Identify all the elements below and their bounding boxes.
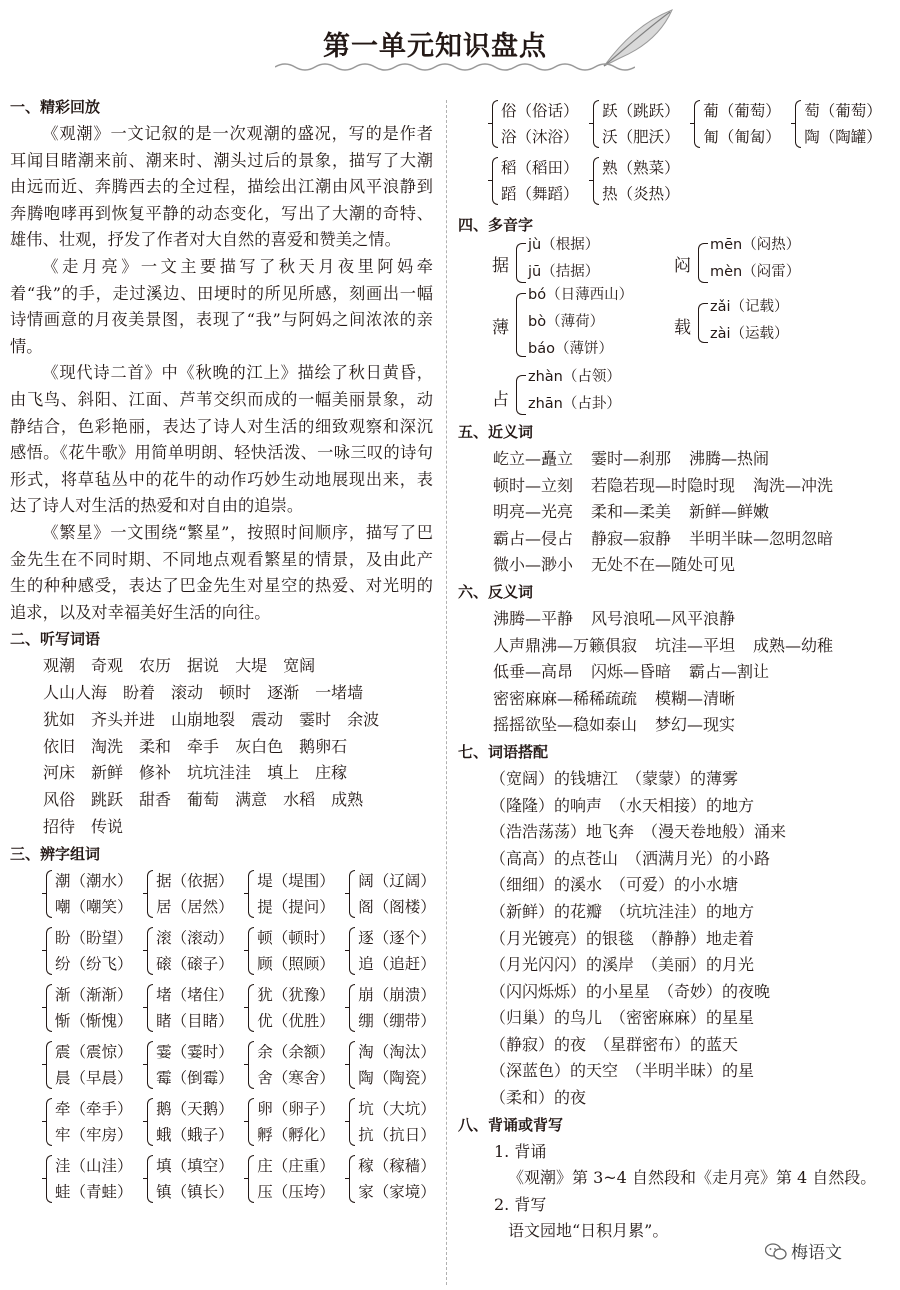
polyphone-reading: zhān（占卦） bbox=[528, 396, 621, 412]
word: 葡萄 bbox=[187, 790, 220, 810]
char-pair-top: 葡（葡萄） bbox=[703, 102, 781, 120]
word: 风俗 bbox=[43, 790, 76, 810]
char-pair bbox=[46, 1039, 142, 1091]
antonym-pair: 风号浪吼—风平浪静 bbox=[591, 608, 736, 628]
char-pair bbox=[349, 868, 445, 920]
char-pair-top: 熟（熟菜） bbox=[602, 159, 680, 177]
dictation-word-list bbox=[10, 653, 433, 841]
char-pair-bottom: 镇（镇长） bbox=[156, 1182, 234, 1201]
write-text: 语文园地“日积月累”。 bbox=[508, 1221, 669, 1241]
antonym-pair: 梦幻—现实 bbox=[655, 715, 736, 735]
synonym-pair: 霸占—侵占 bbox=[493, 528, 574, 548]
collocation-row: （静寂）的夜 （星群密布）的蓝天 bbox=[490, 1034, 739, 1054]
polyphone-char: 占 bbox=[492, 390, 509, 410]
polyphone-char: 闷 bbox=[674, 256, 691, 276]
char-pair bbox=[46, 982, 142, 1034]
char-pair-top: 逐（逐个） bbox=[358, 928, 436, 947]
char-pair-top: 渐（渐渐） bbox=[55, 985, 133, 1004]
brace-row bbox=[492, 155, 888, 212]
word: 震动 bbox=[251, 709, 284, 729]
synonym-pair: 无处不在—随处可见 bbox=[591, 555, 736, 575]
word: 跳跃 bbox=[91, 790, 124, 810]
synonym-row bbox=[458, 552, 888, 579]
watermark-text: 梅语文 bbox=[791, 1243, 842, 1263]
summary-paragraph: 《现代诗二首》中《秋晚的江上》描绘了秋日黄昏，由飞鸟、斜阳、江面、芦苇交织而成的一幅美丽景象，动静结合，色彩艳丽，表达了诗人对生活的细致观察和深沉感悟。《花牛歌》用简单明朗、轻快活泼、一咏三叹的诗句形式，将草毡丛中的花牛的动作巧妙生动地展现出来，表达了诗人对生活的热爱和对自由的追崇。 bbox=[10, 363, 433, 516]
section-heading-polyphones: 四、多音字 bbox=[458, 216, 534, 234]
word: 柔和 bbox=[139, 736, 172, 756]
char-pair-bottom: 嘲（嘲笑） bbox=[55, 897, 133, 916]
summary-paragraph: 《繁星》一文围绕“繁星”，按照时间顺序，描写了巴金先生在不同时期、不同地点观看繁星的情景，及由此产生的种种感受，表达了巴金先生对星空的热爱、对光明的追求，以及对幸福美好生活的向往。 bbox=[10, 522, 433, 622]
char-pair bbox=[248, 868, 344, 920]
antonym-pair: 坑洼—平坦 bbox=[655, 635, 736, 655]
word: 奇观 bbox=[91, 656, 124, 676]
brace-row bbox=[46, 1096, 436, 1153]
char-pair-bottom: 家（家境） bbox=[358, 1182, 436, 1201]
char-pair bbox=[349, 1096, 445, 1148]
synonym-pair: 淘洗—冲洗 bbox=[753, 475, 834, 495]
word: 成熟 bbox=[331, 790, 364, 810]
char-pair-top: 顿（顿时） bbox=[257, 928, 335, 947]
char-pair-bottom: 浴（沐浴） bbox=[501, 128, 579, 146]
char-pair-top: 跃（跳跃） bbox=[602, 102, 680, 120]
char-pair bbox=[248, 1153, 344, 1205]
synonym-pair: 顿时—立刻 bbox=[493, 475, 574, 495]
antonym-pair: 霸占—割让 bbox=[689, 662, 770, 682]
antonym-pair: 低垂—高昂 bbox=[493, 662, 574, 682]
word-row bbox=[43, 734, 433, 761]
page-title: 第一单元知识盘点 bbox=[323, 31, 547, 62]
char-pair-top: 潮（潮水） bbox=[55, 871, 133, 890]
char-pair-bottom: 居（居然） bbox=[156, 897, 234, 916]
synonym-pair: 微小—渺小 bbox=[493, 555, 574, 575]
word: 盼着 bbox=[123, 683, 156, 703]
char-pair-bottom: 睹（目睹） bbox=[156, 1011, 234, 1030]
char-pair bbox=[248, 1096, 344, 1148]
section-heading-dictation: 二、听写词语 bbox=[10, 630, 101, 649]
collocation-row: （柔和）的夜 bbox=[490, 1088, 587, 1108]
polyphone-reading: mèn（闷雷） bbox=[710, 264, 801, 280]
recite-text: 《观潮》第 3~4 自然段和《走月亮》第 4 自然段。 bbox=[508, 1168, 877, 1188]
collocation-row: （月光镀亮）的银毯 （静静）地走着 bbox=[490, 928, 755, 948]
summary-paragraph: 《观潮》一文记叙的是一次观潮的盛况，写的是作者耳闻目睹潮来前、潮来时、潮头过后的景象，描写了大潮由远而近、奔腾西去的全过程，描绘出江潮由风平浪静到奔腾咆哮再到恢复平静的动态变化，写出了大潮的奇特、雄伟、壮观，抒发了作者对大自然的喜爱和赞美之情。 bbox=[10, 124, 433, 250]
char-pair-top: 震（震惊） bbox=[55, 1042, 133, 1061]
brace-row bbox=[46, 982, 436, 1039]
polyphone-char: 载 bbox=[674, 318, 691, 338]
char-pair bbox=[46, 1153, 142, 1205]
collocation-row: （高高）的点苍山 （洒满月光）的小路 bbox=[490, 848, 771, 868]
char-pair-bottom: 阁（阁楼） bbox=[358, 897, 436, 916]
char-pair-top: 滚（滚动） bbox=[156, 928, 234, 947]
word: 依旧 bbox=[43, 736, 76, 756]
write-label: 2. 背写 bbox=[494, 1194, 547, 1214]
char-pair-top: 堤（堤围） bbox=[257, 871, 335, 890]
word: 淘洗 bbox=[91, 736, 124, 756]
word: 修补 bbox=[139, 763, 172, 783]
antonym-pair: 人声鼎沸—万籁俱寂 bbox=[493, 635, 638, 655]
char-pair bbox=[593, 155, 689, 207]
word: 霎时 bbox=[299, 709, 332, 729]
word: 据说 bbox=[187, 656, 220, 676]
word: 犹如 bbox=[43, 709, 76, 729]
collocation-row: （新鲜）的花瓣 （坑坑洼洼）的地方 bbox=[490, 901, 755, 921]
char-pair bbox=[248, 982, 344, 1034]
char-pair-bottom: 追（追赶） bbox=[358, 954, 436, 973]
word: 庄稼 bbox=[315, 763, 348, 783]
word: 余波 bbox=[347, 709, 380, 729]
char-pair bbox=[147, 982, 243, 1034]
char-pair-bottom: 优（优胜） bbox=[257, 1011, 335, 1030]
antonym-pair: 摇摇欲坠—稳如泰山 bbox=[493, 715, 638, 735]
word: 逐渐 bbox=[267, 683, 300, 703]
char-pair-top: 稻（稻田） bbox=[501, 159, 579, 177]
word: 牵手 bbox=[187, 736, 220, 756]
char-pair-top: 盼（盼望） bbox=[55, 928, 133, 947]
word: 填上 bbox=[267, 763, 300, 783]
word: 农历 bbox=[139, 656, 172, 676]
word: 招待 bbox=[43, 817, 76, 837]
synonym-pair: 沸腾—热闹 bbox=[689, 449, 770, 468]
antonym-row bbox=[458, 606, 888, 633]
word: 河床 bbox=[43, 763, 76, 783]
word: 顿时 bbox=[219, 683, 252, 703]
char-pair bbox=[147, 1153, 243, 1205]
polyphone-reading: zǎi（记载） bbox=[710, 299, 789, 315]
brace-row bbox=[46, 868, 436, 925]
antonym-pair: 闪烁—昏暗 bbox=[591, 662, 672, 682]
char-pair bbox=[349, 982, 445, 1034]
char-pair-bottom: 舍（寒舍） bbox=[257, 1068, 335, 1087]
word: 滚动 bbox=[171, 683, 204, 703]
char-pair-top: 牵（牵手） bbox=[55, 1099, 133, 1118]
synonym-pair: 柔和—柔美 bbox=[591, 502, 672, 522]
char-pair bbox=[147, 868, 243, 920]
left-column bbox=[10, 94, 436, 1210]
wechat-icon bbox=[765, 1243, 787, 1261]
synonym-pair: 半明半昧—忽明忽暗 bbox=[689, 528, 834, 548]
char-pair bbox=[147, 1096, 243, 1148]
char-pair bbox=[46, 1096, 142, 1148]
synonym-pair: 新鲜—鲜嫩 bbox=[689, 502, 770, 522]
char-pair bbox=[46, 925, 142, 977]
word: 观潮 bbox=[43, 656, 76, 676]
char-pair-top: 崩（崩溃） bbox=[358, 985, 436, 1004]
word: 大堤 bbox=[235, 656, 268, 676]
char-pair bbox=[147, 925, 243, 977]
antonym-pair: 成熟—幼稚 bbox=[753, 635, 834, 655]
char-pair-bottom: 霉（倒霉） bbox=[156, 1068, 234, 1087]
char-pair-top: 庄（庄重） bbox=[257, 1156, 335, 1175]
char-pair-bottom: 匍（匍匐） bbox=[703, 128, 781, 146]
char-pair-top: 稼（稼穑） bbox=[358, 1156, 436, 1175]
char-pair bbox=[248, 925, 344, 977]
synonym-pair: 静寂—寂静 bbox=[591, 528, 672, 548]
watermark bbox=[765, 1238, 842, 1263]
char-pair-top: 坑（大坑） bbox=[358, 1099, 436, 1118]
char-distinction-grid bbox=[10, 868, 436, 1210]
collocation-row: （月光闪闪）的溪岸 （美丽）的月光 bbox=[490, 955, 755, 975]
char-pair-bottom: 磙（磙子） bbox=[156, 954, 234, 973]
char-pair bbox=[349, 925, 445, 977]
word: 坑坑洼洼 bbox=[187, 763, 252, 783]
char-pair-bottom: 陶（陶罐） bbox=[804, 128, 882, 146]
char-pair-bottom: 孵（孵化） bbox=[257, 1125, 335, 1144]
char-pair-bottom: 牢（牢房） bbox=[55, 1125, 133, 1144]
polyphone-reading: zhàn（占领） bbox=[528, 369, 621, 385]
collocation-row: （归巢）的鸟儿 （密密麻麻）的星星 bbox=[490, 1008, 755, 1028]
polyphone-reading: zài（运载） bbox=[710, 326, 789, 342]
char-pair-top: 填（填空） bbox=[156, 1156, 234, 1175]
word: 新鲜 bbox=[91, 763, 124, 783]
synonym-row bbox=[458, 499, 888, 526]
polyphone-char: 薄 bbox=[492, 318, 509, 338]
polyphone-reading: bó（日薄西山） bbox=[528, 287, 634, 303]
collocation-row: （深蓝色）的天空 （半明半昧）的星 bbox=[490, 1061, 755, 1081]
antonym-pair: 模糊—清晰 bbox=[655, 688, 736, 708]
polyphone-reading: jū（拮据） bbox=[528, 264, 600, 280]
brace-row bbox=[46, 1153, 436, 1210]
char-pair-top: 据（依据） bbox=[156, 871, 234, 890]
brace-row bbox=[46, 925, 436, 982]
polyphone-reading: jù（根据） bbox=[528, 237, 600, 253]
synonym-row bbox=[458, 473, 888, 500]
char-pair-top: 淘（淘汰） bbox=[358, 1042, 436, 1061]
char-pair-top: 萄（葡萄） bbox=[804, 102, 882, 120]
word: 齐头并进 bbox=[91, 709, 156, 729]
brace-row bbox=[492, 98, 888, 155]
section-heading-highlights: 一、精彩回放 bbox=[10, 98, 101, 116]
char-pair bbox=[46, 868, 142, 920]
polyphone-reading: bò（薄荷） bbox=[528, 314, 605, 330]
word: 水稻 bbox=[283, 790, 316, 810]
synonym-pair: 屹立—矗立 bbox=[493, 449, 574, 468]
polyphone-reading: mēn（闷热） bbox=[710, 237, 801, 253]
synonym-pair: 霎时—刹那 bbox=[591, 449, 672, 468]
word: 满意 bbox=[235, 790, 268, 810]
word-row bbox=[43, 787, 433, 814]
char-pair-bottom: 沃（肥沃） bbox=[602, 128, 680, 146]
char-pair-bottom: 顾（照顾） bbox=[257, 954, 335, 973]
synonym-pair: 明亮—光亮 bbox=[493, 502, 574, 522]
title-wave-decoration bbox=[275, 60, 635, 74]
word-row bbox=[43, 680, 433, 707]
char-pair-top: 阔（辽阔） bbox=[358, 871, 436, 890]
section-heading-antonyms: 六、反义词 bbox=[458, 582, 534, 601]
word-row bbox=[43, 707, 433, 734]
char-pair-bottom: 晨（早晨） bbox=[55, 1068, 133, 1087]
char-pair-top: 犹（犹豫） bbox=[257, 985, 335, 1004]
word: 甜香 bbox=[139, 790, 172, 810]
char-pair-top: 卵（卵子） bbox=[257, 1099, 335, 1118]
char-pair bbox=[492, 98, 588, 150]
char-pair-bottom: 提（提问） bbox=[257, 897, 335, 916]
word: 山崩地裂 bbox=[171, 709, 236, 729]
polyphone-block bbox=[458, 239, 888, 459]
section-heading-char-distinction: 三、辨字组词 bbox=[10, 844, 101, 863]
char-pair bbox=[349, 1153, 445, 1205]
collocation-row: （细细）的溪水 （可爱）的小水塘 bbox=[490, 875, 739, 895]
word: 一堵墙 bbox=[315, 683, 364, 703]
char-pair-top: 洼（山洼） bbox=[55, 1156, 133, 1175]
right-column bbox=[458, 98, 888, 1245]
collocation-row: （隆隆）的响声 （水天相接）的地方 bbox=[490, 795, 755, 815]
recite-label: 1. 背诵 bbox=[494, 1141, 547, 1161]
section-heading-synonyms: 五、近义词 bbox=[458, 423, 534, 441]
char-pair-top: 俗（俗话） bbox=[501, 102, 579, 120]
word-row bbox=[43, 814, 433, 841]
char-pair bbox=[147, 1039, 243, 1091]
word: 灰白色 bbox=[235, 736, 284, 756]
word: 传说 bbox=[91, 817, 124, 837]
char-pair-bottom: 蹈（舞蹈） bbox=[501, 185, 579, 203]
char-pair-bottom: 蛾（蛾子） bbox=[156, 1125, 234, 1144]
char-pair-top: 鹅（天鹅） bbox=[156, 1099, 234, 1118]
char-pair-bottom: 热（炎热） bbox=[602, 185, 680, 203]
char-pair-bottom: 蛙（青蛙） bbox=[55, 1182, 133, 1201]
antonym-row bbox=[458, 712, 888, 739]
char-distinction-continued bbox=[458, 98, 888, 212]
antonym-row bbox=[458, 659, 888, 686]
polyphone-reading: báo（薄饼） bbox=[528, 341, 613, 357]
char-pair-bottom: 纷（纷飞） bbox=[55, 954, 133, 973]
char-pair-bottom: 惭（惭愧） bbox=[55, 1011, 133, 1030]
char-pair bbox=[694, 98, 790, 150]
word-row bbox=[43, 653, 433, 680]
summary-paragraph: 《走月亮》一文主要描写了秋天月夜里阿妈牵着“我”的手，走过溪边、田埂时的所见所感，刻画出一幅诗情画意的月夜美景图，表现了“我”与阿妈之间浓浓的亲情。 bbox=[10, 256, 433, 356]
word: 人山人海 bbox=[43, 683, 108, 703]
section-heading-collocations: 七、词语搭配 bbox=[458, 742, 549, 761]
antonym-pair: 沸腾—平静 bbox=[493, 608, 574, 628]
column-divider bbox=[446, 100, 447, 1285]
collocation-row: （浩浩荡荡）地飞奔 （漫天卷地般）涌来 bbox=[490, 822, 787, 842]
antonym-row bbox=[458, 633, 888, 660]
char-pair bbox=[349, 1039, 445, 1091]
section-heading-recitation: 八、背诵或背写 bbox=[458, 1115, 564, 1134]
char-pair-top: 堵（堵住） bbox=[156, 985, 234, 1004]
char-pair bbox=[593, 98, 689, 150]
collocation-row: （宽阔）的钱塘江 （蒙蒙）的薄雾 bbox=[490, 768, 739, 788]
antonym-row bbox=[458, 686, 888, 713]
char-pair-bottom: 压（压垮） bbox=[257, 1182, 335, 1201]
word: 宽阔 bbox=[283, 656, 316, 676]
word-row bbox=[43, 760, 433, 787]
char-pair bbox=[248, 1039, 344, 1091]
char-pair-bottom: 绷（绷带） bbox=[358, 1011, 436, 1030]
antonym-pair: 密密麻麻—稀稀疏疏 bbox=[493, 688, 638, 708]
char-pair-top: 霎（霎时） bbox=[156, 1042, 234, 1061]
char-pair bbox=[492, 155, 588, 207]
collocation-row: （闪闪烁烁）的小星星 （奇妙）的夜晚 bbox=[490, 981, 771, 1001]
char-pair-bottom: 抗（抗日） bbox=[358, 1125, 436, 1144]
brace-row bbox=[46, 1039, 436, 1096]
word: 鹅卵石 bbox=[299, 736, 348, 756]
char-pair bbox=[795, 98, 891, 150]
char-pair-top: 余（余额） bbox=[257, 1042, 335, 1061]
synonym-row bbox=[458, 526, 888, 553]
polyphone-char: 据 bbox=[492, 256, 509, 276]
synonym-pair: 若隐若现—时隐时现 bbox=[591, 475, 736, 495]
char-pair-bottom: 陶（陶瓷） bbox=[358, 1068, 436, 1087]
